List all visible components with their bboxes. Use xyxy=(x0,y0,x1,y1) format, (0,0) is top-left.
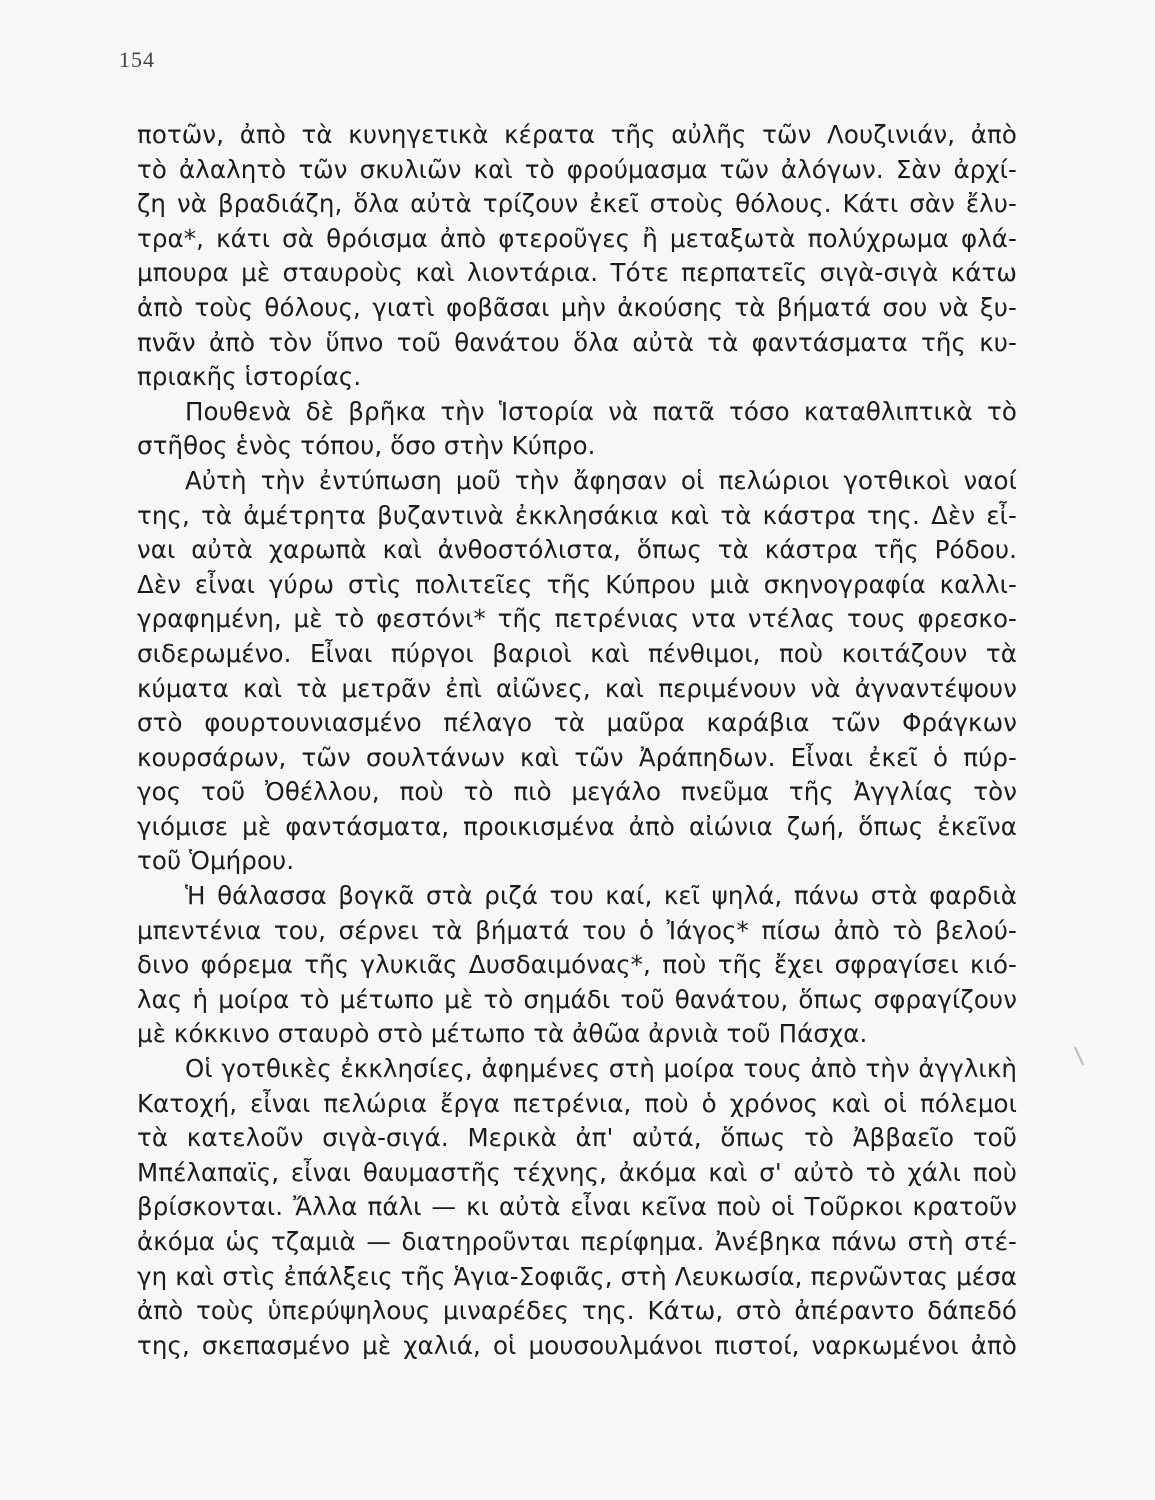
text-line: πνᾶν ἀπὸ τὸν ὕπνο τοῦ θανάτου ὅλα αὐτὰ τὰ φαντάσματα τῆς κυ- xyxy=(137,327,1017,357)
text-line: ἀπὸ τοὺς ὑπερύψηλους μιναρέδες της. Κάτω, στὸ ἀπέραντο δάπεδό xyxy=(137,1296,1017,1326)
margin-mark xyxy=(1074,1047,1084,1066)
text-line: σιδερωμένο. Εἶναι πύργοι βαριοὶ καὶ πένθιμοι, ποὺ κοιτάζουν τὰ xyxy=(137,638,1017,668)
text-line: βρίσκονται. Ἄλλα πάλι — κι αὐτὰ εἶναι κεῖνα ποὺ οἱ Τοῦρκοι κρατοῦν xyxy=(137,1192,1017,1222)
text-line: Ἡ θάλασσα βογκᾶ στὰ ριζά του καί, κεῖ ψηλά, πάνω στὰ φαρδιὰ xyxy=(185,881,1017,911)
text-line: τὰ κατελοῦν σιγὰ-σιγά. Μερικὰ ἀπ' αὐτά, ὅπως τὸ Ἀββαεῖο τοῦ xyxy=(137,1123,1017,1153)
text-line: στῆθος ἑνὸς τόπου, ὅσο στὴν Κύπρο. xyxy=(137,431,596,461)
page-number: 154 xyxy=(119,47,155,72)
text-line: μὲ κόκκινο σταυρὸ στὸ μέτωπο τὰ ἀθῶα ἀρνιὰ τοῦ Πάσχα. xyxy=(137,1019,868,1049)
text-line: κύματα καὶ τὰ μετρᾶν ἐπὶ αἰῶνες, καὶ περιμένουν νὰ ἀγναντέψουν xyxy=(137,673,1017,703)
paragraph xyxy=(137,395,1017,464)
text-line: τοῦ Ὁμήρου. xyxy=(137,846,295,876)
paragraph xyxy=(137,464,1017,879)
paragraph xyxy=(137,1052,1017,1363)
text-line: ζη νὰ βραδιάζη, ὅλα αὐτὰ τρίζουν ἐκεῖ στοὺς θόλους. Κάτι σὰν ἔλυ- xyxy=(137,189,1017,219)
text-line: ναι αὐτὰ χαρωπὰ καὶ ἀνθοστόλιστα, ὅπως τὰ κάστρα τῆς Ρόδου. xyxy=(137,535,1017,565)
text-line: τὸ ἀλαλητὸ τῶν σκυλιῶν καὶ τὸ φρούμασμα τῶν ἀλόγων. Σὰν ἀρχί- xyxy=(137,154,1017,184)
text-line: γιόμισε μὲ φαντάσματα, προικισμένα ἀπὸ αἰώνια ζωή, ὅπως ἐκεῖνα xyxy=(137,811,1017,841)
text-line: Μπέλαπαϊς, εἶναι θαυμαστῆς τέχνης, ἀκόμα καὶ σ' αὐτὸ τὸ χάλι ποὺ xyxy=(137,1157,1017,1187)
text-line: ποτῶν, ἀπὸ τὰ κυνηγετικὰ κέρατα τῆς αὐλῆς τῶν Λουζινιάν, ἀπὸ xyxy=(137,120,1017,149)
text-line: ἀκόμα ὡς τζαμιὰ — διατηροῦνται περίφημα. Ἀνέβηκα πάνω στὴ στέ- xyxy=(137,1227,1017,1256)
text-line: Αὐτὴ τὴν ἐντύπωση μοῦ τὴν ἄφησαν οἱ πελώριοι γοτθικοὶ ναοί xyxy=(185,465,1017,495)
text-line: λας ἡ μοίρα τὸ μέτωπο μὲ τὸ σημάδι τοῦ θανάτου, ὅπως σφραγίζουν xyxy=(137,984,1017,1014)
paragraph xyxy=(137,879,1017,1052)
text-line: δινο φόρεμα τῆς γλυκιᾶς Δυσδαιμόνας*, ποὺ τῆς ἔχει σφραγίσει κιό- xyxy=(137,950,1017,980)
text-line: γη καὶ στὶς ἐπάλξεις τῆς Ἁγια-Σοφιᾶς, στὴ Λευκωσία, περνῶντας μέσα xyxy=(137,1261,1017,1291)
text-line: γος τοῦ Ὀθέλλου, ποὺ τὸ πιὸ μεγάλο πνεῦμα τῆς Ἀγγλίας τὸν xyxy=(137,777,1017,807)
text-line: της, τὰ ἀμέτρητα βυζαντινὰ ἐκκλησάκια καὶ τὰ κάστρα της. Δὲν εἶ- xyxy=(137,500,1017,530)
text-line: τρα*, κάτι σὰ θρόισμα ἀπὸ φτεροῦγες ἢ μεταξωτὰ πολύχρωμα φλά- xyxy=(137,223,1017,253)
text-line: στὸ φουρτουνιασμένο πέλαγο τὰ μαῦρα καράβια τῶν Φράγκων xyxy=(137,708,1017,738)
text-line: Δὲν εἶναι γύρω στὶς πολιτεῖες τῆς Κύπρου μιὰ σκηνογραφία καλλι- xyxy=(137,569,1017,599)
paragraph xyxy=(137,118,1017,395)
text-line: γραφημένη, μὲ τὸ φεστόνι* τῆς πετρένιας ντα ντέλας τους φρεσκο- xyxy=(137,604,1017,634)
text-line: της, σκεπασμένο μὲ χαλιά, οἱ μουσουλμάνοι πιστοί, ναρκωμένοι ἀπὸ xyxy=(137,1330,1017,1360)
text-line: Κατοχή, εἶναι πελώρια ἔργα πετρένια, ποὺ ὁ χρόνος καὶ οἱ πόλεμοι xyxy=(137,1088,1017,1118)
text-line: κουρσάρων, τῶν σουλτάνων καὶ τῶν Ἀράπηδων. Εἶναι ἐκεῖ ὁ πύρ- xyxy=(137,742,1017,772)
text-line: Οἱ γοτθικὲς ἐκκλησίες, ἀφημένες στὴ μοίρα τους ἀπὸ τὴν ἀγγλικὴ xyxy=(185,1054,1017,1084)
body-text xyxy=(137,118,1017,1363)
text-line: ἀπὸ τοὺς θόλους, γιατὶ φοβᾶσαι μὴν ἀκούσης τὰ βήματά σου νὰ ξυ- xyxy=(137,292,1017,322)
text-line: Πουθενὰ δὲ βρῆκα τὴν Ἱστορία νὰ πατᾶ τόσο καταθλιπτικὰ τὸ xyxy=(185,396,1017,426)
text-line: πριακῆς ἱστορίας. xyxy=(137,362,362,392)
text-line: μπεντένια του, σέρνει τὰ βήματά του ὁ Ἰάγος* πίσω ἀπὸ τὸ βελού- xyxy=(137,915,1017,945)
text-line: μπουρα μὲ σταυροὺς καὶ λιοντάρια. Τότε περπατεῖς σιγὰ-σιγὰ κάτω xyxy=(137,258,1017,288)
